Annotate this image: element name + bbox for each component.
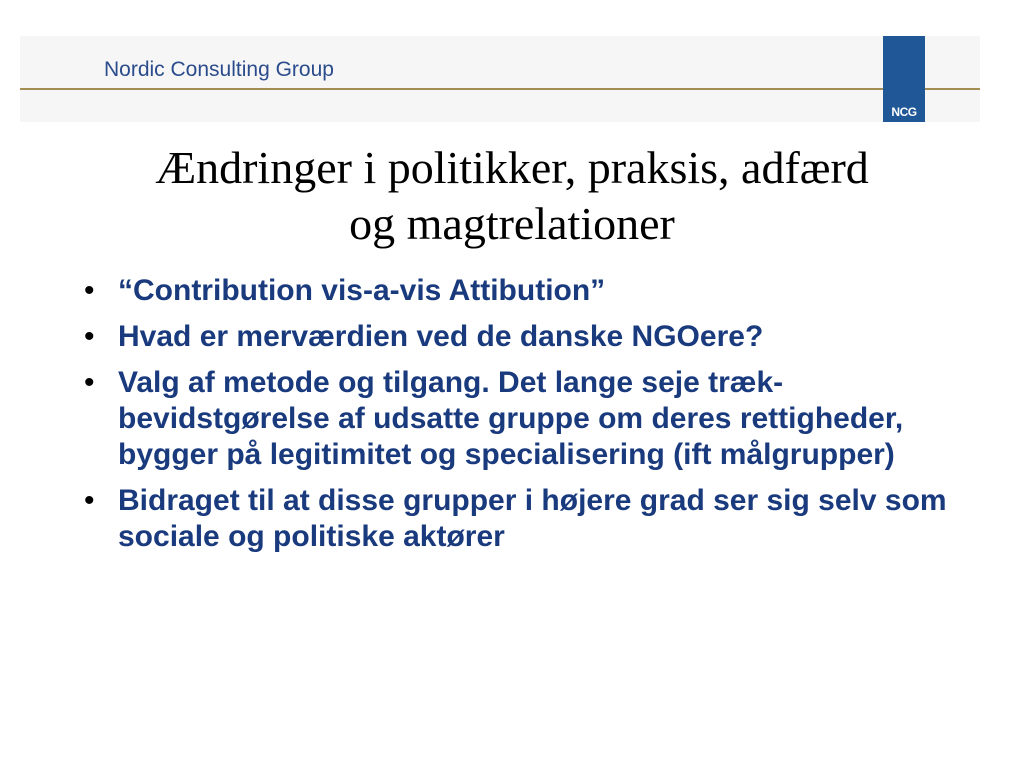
bullet-text: Bidraget til at disse grupper i højere grad ser sig selv som sociale og politiske aktører <box>118 484 947 553</box>
bullet-marker: • <box>84 274 95 307</box>
slide-title <box>20 140 1004 252</box>
bullet-text: Valg af metode og tilgang. Det lange seje træk- bevidstgørelse af udsatte gruppe om deres rettigheder, bygger på legitimitet og specialisering (ift målgrupper) <box>118 366 904 471</box>
bullet-item <box>80 483 960 555</box>
bullet-item <box>80 319 960 355</box>
bullet-list <box>80 273 960 565</box>
ncg-logo-text: NCG <box>891 105 917 119</box>
bullet-text: Hvad er merværdien ved de danske NGOere? <box>118 320 764 353</box>
ncg-logo <box>883 36 925 122</box>
bullet-marker: • <box>84 484 95 517</box>
bullet-marker: • <box>84 366 95 399</box>
bullet-item <box>80 365 960 473</box>
bullet-text: “Contribution vis-a-vis Attibution” <box>118 274 606 307</box>
bullet-marker: • <box>84 320 95 353</box>
header-divider <box>20 88 980 90</box>
bullet-item <box>80 273 960 309</box>
slide-title-line-2: og magtrelationer <box>349 198 675 249</box>
company-name: Nordic Consulting Group <box>104 58 334 81</box>
slide-title-line-1: Ændringer i politikker, praksis, adfærd <box>155 142 869 193</box>
